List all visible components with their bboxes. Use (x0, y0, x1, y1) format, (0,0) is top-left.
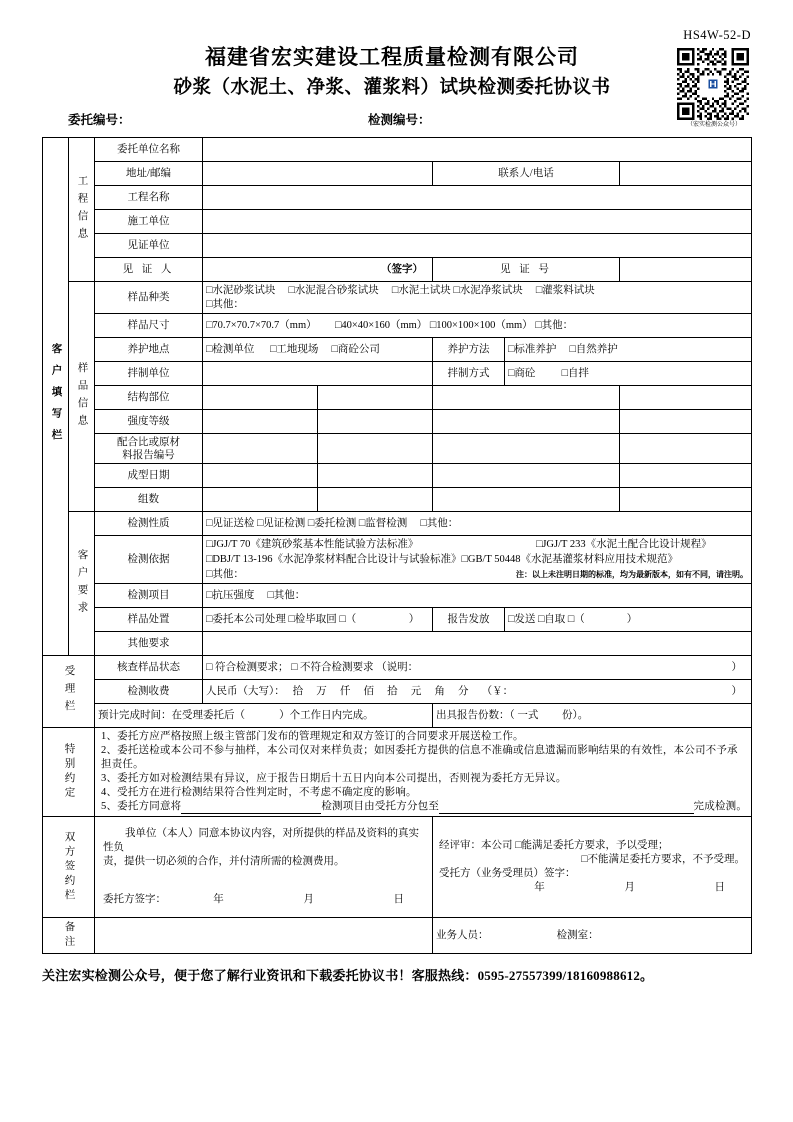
basis-option-other[interactable]: □其他： (206, 569, 244, 580)
label-sample-size: 样品尺寸 (95, 314, 203, 338)
field-forming-date-4[interactable] (620, 464, 752, 488)
table-row (43, 728, 752, 817)
field-mix-ratio-2[interactable] (318, 434, 433, 464)
table-row (43, 656, 752, 680)
field-curing-place[interactable]: □检测单位 □工地现场 □商砼公司 (203, 338, 433, 362)
signing-left-p2: 责，提供一切必须的合作，并付清所需的检测费用。 (103, 856, 345, 867)
field-sample-status-check[interactable] (203, 656, 752, 680)
table-row (43, 338, 752, 362)
field-test-item[interactable]: □抗压强度 □其他： (203, 584, 752, 608)
table-row (43, 258, 752, 282)
basis-option-jgjt70[interactable]: □JGJ/T 70《建筑砂浆基本性能试验方法标准》 (206, 539, 419, 550)
basis-line-2[interactable]: □DBJ/T 13-196《水泥净浆材料配合比设计与试验标准》□GB/T 50448《水泥基灌浆材料应用技术规范》 (206, 554, 678, 565)
side-label-sample-info: 样品信息 (69, 282, 95, 512)
field-contact-phone[interactable] (620, 162, 752, 186)
field-sample-size[interactable]: □70.7×70.7×70.7（mm） □40×40×160（mm） □100×100×100（mm） □其他： (203, 314, 752, 338)
side-label-acceptance: 受理栏 (43, 656, 95, 728)
term-item-4: 4、受托方在进行检测结果符合性判定时，不考虑不确定度的影响。 (101, 787, 417, 798)
fee-text[interactable]: 人民币（大写）： 拾 万 仟 佰 拾 元 角 分 （￥： (206, 685, 514, 697)
label-forming-date: 成型日期 (95, 464, 203, 488)
table-row (43, 464, 752, 488)
side-label-special-terms: 特别约定 (43, 728, 95, 817)
basis-option-jgjt233[interactable]: □JGJ/T 233《水泥土配合比设计规程》 (536, 539, 712, 550)
field-structure-part-4[interactable] (620, 386, 752, 410)
label-business-staff: 业务人员： (436, 929, 489, 941)
status-close-paren: ） (731, 661, 743, 673)
field-other-requirements[interactable] (203, 632, 752, 656)
client-date-line[interactable]: 年 月 日 (213, 894, 418, 905)
field-mix-ratio-3[interactable] (433, 434, 620, 464)
main-form-table (42, 137, 752, 954)
field-group-count-3[interactable] (433, 488, 620, 512)
field-test-basis[interactable] (203, 536, 752, 584)
field-strength-grade-4[interactable] (620, 410, 752, 434)
label-structure-part: 结构部位 (95, 386, 203, 410)
review-line-1[interactable]: 经评审：本公司 □能满足委托方要求，予以受理； (439, 840, 669, 851)
table-row (43, 186, 752, 210)
label-mixing-unit: 拌制单位 (95, 362, 203, 386)
field-mixing-method[interactable]: □商砼 □自拌 (505, 362, 752, 386)
table-row (43, 918, 752, 954)
label-sample-status-check: 核查样品状态 (95, 656, 203, 680)
label-curing-place: 养护地点 (95, 338, 203, 362)
side-label-project-info: 工程信息 (69, 138, 95, 282)
label-project-name: 工程名称 (95, 186, 203, 210)
field-mix-ratio-4[interactable] (620, 434, 752, 464)
table-row (43, 386, 752, 410)
document-code: HS4W-52-D (683, 28, 751, 42)
field-forming-date-1[interactable] (203, 464, 318, 488)
side-label-signing: 双方签约栏 (43, 817, 95, 918)
label-mix-ratio-line2: 料报告编号 (122, 449, 175, 461)
term5-part-c: 完成检测。 (693, 801, 748, 812)
label-witness-person: 见 证 人 (95, 258, 203, 282)
label-group-count: 组数 (95, 488, 203, 512)
label-witness-no: 见 证 号 (433, 258, 620, 282)
label-construction-unit: 施工单位 (95, 210, 203, 234)
label-mix-ratio-report-no (95, 434, 203, 464)
basis-line-1 (206, 537, 748, 552)
field-witness-person[interactable] (203, 258, 433, 282)
term-item-1: 1、委托方应严格按照上级主管部门发布的管理规定和双方签订的合同要求开展送检工作。 (101, 731, 524, 742)
label-report-issue: 报告发放 (433, 608, 505, 632)
qr-code-icon (677, 48, 749, 120)
field-group-count-1[interactable] (203, 488, 318, 512)
field-sample-disposal[interactable]: □委托本公司处理 □检毕取回 □（ ） (203, 608, 433, 632)
field-report-issue[interactable]: □发送 □自取 □（ ） (505, 608, 752, 632)
label-entrust-unit-name: 委托单位名称 (95, 138, 203, 162)
table-row (43, 410, 752, 434)
table-row (43, 704, 752, 728)
field-group-count-4[interactable] (620, 488, 752, 512)
table-row (43, 314, 752, 338)
remarks-right-block (433, 918, 752, 954)
title-block (82, 0, 702, 102)
footer-notice: 关注宏实检测公众号，便于您了解行业资讯和下载委托协议书！客服热线：0595-27557399/18160988612。 (42, 968, 654, 983)
qr-caption: （宏实检测公众号） (686, 122, 741, 128)
label-strength-grade: 强度等级 (95, 410, 203, 434)
table-row (43, 512, 752, 536)
signing-right-block (433, 817, 752, 918)
field-address-postcode[interactable] (203, 162, 433, 186)
sample-type-options-line1[interactable]: □水泥砂浆试块 □水泥混合砂浆试块 □水泥土试块 □水泥净浆试块 □灌浆料试块 (206, 284, 595, 296)
table-row (43, 362, 752, 386)
table-row (43, 536, 752, 584)
label-curing-method: 养护方法 (433, 338, 505, 362)
field-strength-grade-3[interactable] (433, 410, 620, 434)
field-witness-no[interactable] (620, 258, 752, 282)
field-strength-grade-2[interactable] (318, 410, 433, 434)
signing-left-block (95, 817, 433, 918)
table-row (43, 817, 752, 918)
label-client-signature: 委托方签字： (103, 894, 166, 905)
field-witness-unit[interactable] (203, 234, 752, 258)
field-sample-type[interactable] (203, 282, 752, 314)
field-test-fee[interactable] (203, 680, 752, 704)
basis-note: 注：以上未注明日期的标准，均为最新版本，如有不同，请注明。 (516, 570, 749, 579)
label-witness-unit: 见证单位 (95, 234, 203, 258)
field-curing-method[interactable]: □标准养护 □自然养护 (505, 338, 752, 362)
term-item-5 (101, 800, 747, 814)
table-row (43, 632, 752, 656)
basis-line-3 (206, 567, 748, 582)
field-forming-date-3[interactable] (433, 464, 620, 488)
label-other-requirements: 其他要求 (95, 632, 203, 656)
field-project-name[interactable] (203, 186, 752, 210)
table-row (43, 138, 752, 162)
qr-code-block (677, 48, 751, 130)
table-row (43, 608, 752, 632)
field-structure-part-3[interactable] (433, 386, 620, 410)
table-row (43, 434, 752, 464)
label-test-basis: 检测依据 (95, 536, 203, 584)
sample-type-options-line2[interactable]: □其他： (206, 298, 244, 310)
form-title: 砂浆（水泥土、净浆、灌浆料）试块检测委托协议书 (173, 78, 611, 98)
table-row (43, 210, 752, 234)
field-mix-ratio-1[interactable] (203, 434, 318, 464)
field-construction-unit[interactable] (203, 210, 752, 234)
label-test-nature: 检测性质 (95, 512, 203, 536)
table-row (43, 234, 752, 258)
test-no-label: 检测编号： (368, 113, 431, 127)
table-row (43, 680, 752, 704)
field-forming-date-2[interactable] (318, 464, 433, 488)
special-terms-body (95, 728, 752, 817)
field-structure-part-1[interactable] (203, 386, 318, 410)
side-label-customer-req: 客户要求 (69, 512, 95, 656)
table-row (43, 282, 752, 314)
term5-blank-2[interactable] (439, 813, 693, 814)
label-entrusted-signature: 受托方（业务受理员）签字： (439, 868, 576, 879)
field-strength-grade-1[interactable] (203, 410, 318, 434)
field-mixing-unit[interactable] (203, 362, 433, 386)
side-label-remarks: 备注 (43, 918, 95, 954)
entrusted-date-line[interactable]: 年 月 日 (534, 882, 740, 893)
label-address-postcode: 地址/邮编 (95, 162, 203, 186)
table-row (43, 488, 752, 512)
number-row (42, 110, 751, 128)
term5-blank-1[interactable] (181, 813, 321, 814)
table-row (43, 162, 752, 186)
witness-sign-hint: （签字） (381, 263, 423, 275)
side-label-customer-fill: 客户填写栏 (43, 138, 69, 656)
company-title: 福建省宏实建设工程质量检测有限公司 (205, 45, 579, 69)
field-expected-finish-time[interactable]: 预计完成时间：在受理委托后（ ）个工作日内完成。 (95, 704, 433, 728)
field-remarks[interactable] (95, 918, 433, 954)
label-test-lab: 检测室： (556, 929, 599, 941)
signing-left-sign-row (103, 893, 424, 907)
label-mixing-method: 拌制方式 (433, 362, 505, 386)
status-options[interactable]: □ 符合检测要求； □ 不符合检测要求 （说明： (206, 661, 419, 673)
field-group-count-2[interactable] (318, 488, 433, 512)
term5-part-a: 5、委托方同意将 (101, 801, 182, 812)
label-test-item: 检测项目 (95, 584, 203, 608)
field-report-copies[interactable]: 出具报告份数：（ 一式 份）。 (433, 704, 752, 728)
field-structure-part-2[interactable] (318, 386, 433, 410)
fee-close-paren: ） (731, 685, 743, 697)
label-sample-disposal: 样品处置 (95, 608, 203, 632)
table-row (43, 584, 752, 608)
term5-part-b: 检测项目由受托方分包至 (321, 801, 440, 812)
term-item-2: 2、委托送检或本公司不参与抽样，本公司仅对来样负责；如因委托方提供的信息不准确或信息遗漏而影响结果的有效性，本公司不予承担责任。 (101, 745, 738, 770)
signing-left-p1: 我单位（本人）同意本协议内容，对所提供的样品及资料的真实性负 (103, 828, 419, 853)
field-test-nature[interactable]: □见证送检 □见证检测 □委托检测 □监督检测 □其他： (203, 512, 752, 536)
term-item-3: 3、委托方如对检测结果有异议，应于报告日期后十五日内向本公司提出，否则视为委托方无异议。 (101, 773, 567, 784)
label-sample-type: 样品种类 (95, 282, 203, 314)
label-test-fee: 检测收费 (95, 680, 203, 704)
entrust-no-label: 委托编号： (68, 113, 131, 127)
label-mix-ratio-line1: 配合比或原材 (117, 436, 180, 448)
review-line-2[interactable]: □不能满足委托方要求，不予受理。 (581, 854, 746, 865)
field-entrust-unit-name[interactable] (203, 138, 752, 162)
label-contact-phone: 联系人/电话 (433, 162, 620, 186)
